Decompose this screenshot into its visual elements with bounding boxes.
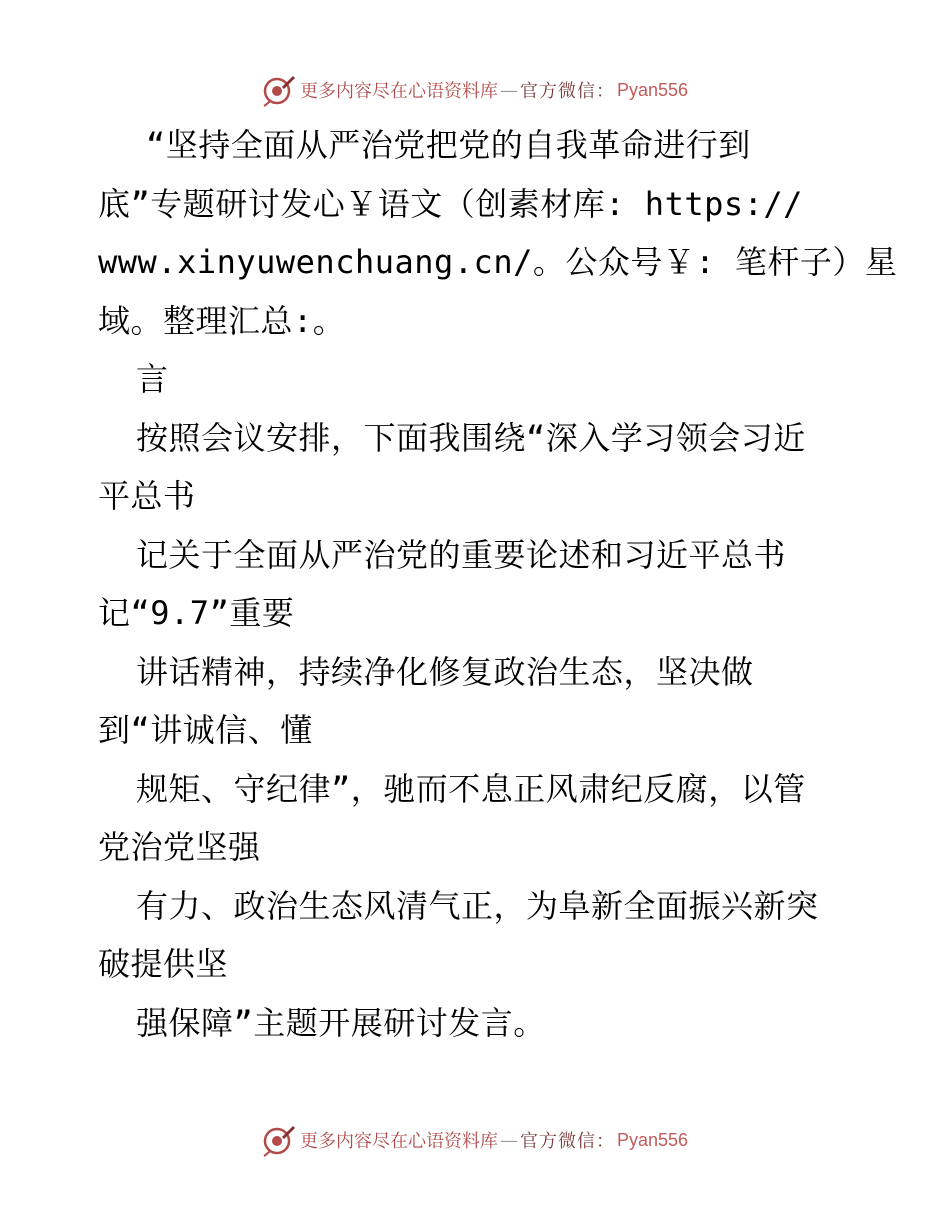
text-line: 按照会议安排，下面我围绕“深入学习领会习近 [136, 418, 806, 457]
text-line: 到“讲诚信、懂 [98, 711, 313, 749]
footer-watermark-banner [0, 1120, 950, 1160]
banner-separator: — [499, 79, 518, 101]
text-line: “坚持全面从严治党把党的自我革命进行到 [146, 126, 751, 164]
header-watermark-banner [0, 70, 950, 110]
banner-main-text: 更多内容尽在心语资料库 [299, 1131, 498, 1152]
banner-main-text: 更多内容尽在心语资料库 [299, 81, 498, 102]
banner-separator: — [499, 1129, 518, 1151]
document-body [98, 116, 898, 1052]
quill-logo-icon [262, 1123, 296, 1157]
banner-wechat-label: 官方微信： [519, 1131, 615, 1152]
banner-wechat-label: 官方微信： [519, 81, 615, 102]
quill-logo-icon [262, 73, 296, 107]
text-line: 底”专题研讨发心￥语文（创素材库: https:// [98, 184, 803, 223]
text-line: 破提供坚 [98, 945, 229, 983]
text-line: 记关于全面从严治党的重要论述和习近平总书 [136, 535, 787, 574]
text-line: 讲话精神，持续净化修复政治生态，坚决做 [136, 652, 754, 691]
banner-wechat-handle: Pyan556 [616, 1129, 689, 1150]
text-line: 规矩、守纪律”，驰而不息正风肃纪反腐，以管 [136, 769, 806, 808]
text-line: 强保障”主题开展研讨发言。 [136, 1003, 546, 1042]
banner-wechat-handle: Pyan556 [616, 79, 689, 100]
text-line: 记“9.7”重要 [98, 594, 295, 632]
text-line: 党治党坚强 [98, 828, 261, 866]
text-line: 言 [136, 360, 169, 398]
text-line: 平总书 [98, 477, 196, 515]
text-line: 有力、政治生态风清气正，为阜新全面振兴新突 [136, 886, 819, 925]
text-line: www.xinyuwenchuang.cn/。公众号￥: 笔杆子）星 [98, 243, 898, 281]
text-line: 域。整理汇总:。 [98, 301, 346, 340]
